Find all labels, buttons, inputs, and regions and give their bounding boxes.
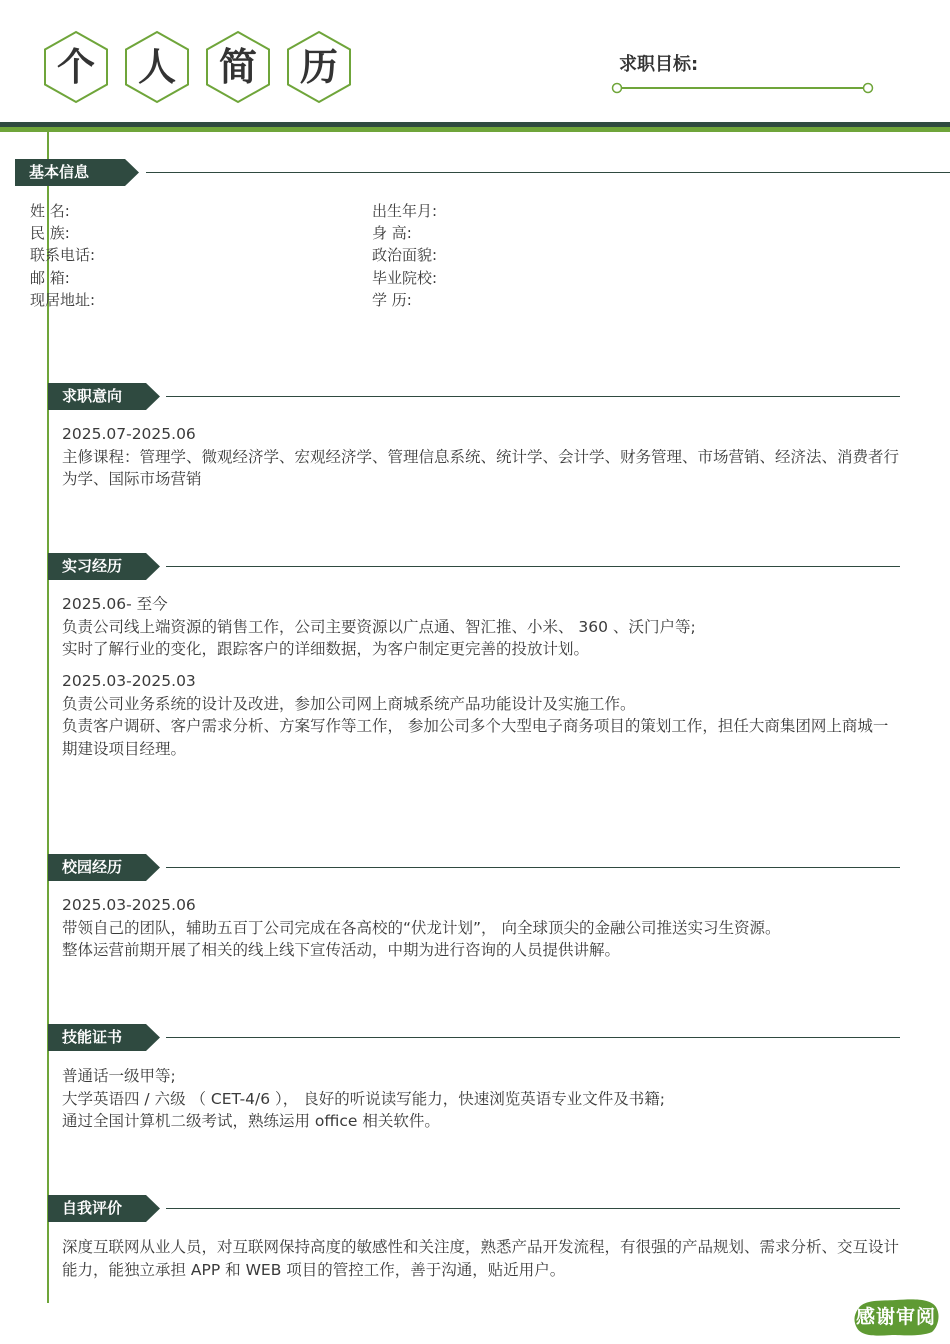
title-char-4: 历	[299, 45, 338, 89]
section-tag-job-intent	[48, 383, 160, 410]
job-target-label: 求职目标:	[619, 54, 699, 75]
section-tag-campus	[48, 854, 160, 881]
self-eval-text: 深度互联网从业人员，对互联网保持高度的敏感性和关注度，熟悉产品开发流程，有很强的产品规划、需求分析、交互设计能力，能独立承担 APP 和 WEB 项目的管控工作，善于沟通，贴近用户。	[62, 1238, 900, 1279]
field-political-label: 政治面貌:	[372, 246, 438, 265]
job-intent-courses: 主修课程：管理学、微观经济学、宏观经济学、管理信息系统、统计学、会计学、财务管理、市场营销、经济法、消费者行为学、国际市场营销	[62, 447, 900, 488]
internship-line: 实时了解行业的变化，跟踪客户的详细数据，为客户制定更完善的投放计划。	[62, 640, 590, 658]
section-tag-skills	[48, 1024, 160, 1051]
section-rule-internship	[166, 566, 900, 567]
title-hexagon-1	[43, 30, 109, 104]
field-name-label: 姓 名:	[30, 202, 70, 220]
internship-line: 负责客户调研、客户需求分析、方案写作等工作， 参加公司多个大型电子商务项目的策划工作，担任大商集团网上商城一期建设项目经理。	[62, 717, 889, 758]
section-title-self-eval: 自我评价	[62, 1199, 123, 1217]
title-hexagon-2	[124, 30, 190, 104]
field-email-label: 邮 箱:	[30, 268, 70, 287]
skill-line: 普通话一级甲等;	[62, 1067, 176, 1085]
title-hexagon-3	[205, 30, 271, 104]
section-rule-campus	[166, 867, 900, 868]
field-ethnicity-label: 民 族:	[30, 224, 70, 243]
field-school-label: 毕业院校:	[372, 268, 438, 287]
thanks-stamp-text: 感谢审阅	[855, 1306, 936, 1328]
job-intent-content	[62, 423, 902, 491]
campus-line: 带领自己的团队，辅助五百丁公司完成在各高校的“伏龙计划”， 向全球顶尖的金融公司推送实习生资源。	[62, 918, 781, 937]
section-tag-self-eval	[48, 1195, 160, 1222]
field-address-label: 现居地址:	[30, 290, 96, 309]
internship-line: 负责公司业务系统的设计及改进，参加公司网上商城系统产品功能设计及实施工作。	[62, 694, 636, 713]
basic-info-right	[372, 200, 437, 311]
field-height-label: 身 高:	[372, 224, 412, 243]
internship-date-2: 2025.03-2025.03	[62, 672, 196, 690]
skill-line: 通过全国计算机二级考试，熟练运用 office 相关软件。	[62, 1112, 440, 1130]
internship-line: 负责公司线上端资源的销售工作，公司主要资源以广点通、智汇推、小米、 360 、沃门户等;	[62, 617, 696, 636]
section-tag-basic-info	[15, 159, 139, 186]
job-intent-date: 2025.07-2025.06	[62, 425, 196, 443]
basic-info-left	[30, 200, 95, 311]
field-degree-label: 学 历:	[372, 290, 412, 309]
campus-line: 整体运营前期开展了相关的线上线下宣传活动，中期为进行咨询的人员提供讲解。	[62, 941, 621, 959]
internship-item-1	[62, 593, 902, 661]
section-title-campus: 校园经历	[62, 858, 123, 876]
skills-content	[62, 1065, 902, 1133]
section-rule-basic-info	[146, 172, 950, 173]
campus-content	[62, 894, 902, 962]
job-target-underline	[610, 80, 876, 96]
section-tag-internship	[48, 553, 160, 580]
internship-item-2	[62, 670, 902, 760]
title-char-2: 人	[137, 45, 176, 89]
field-birth-label: 出生年月:	[372, 202, 438, 220]
title-char-1: 个	[56, 45, 95, 89]
title-char-3: 简	[218, 45, 257, 89]
header-divider-green	[0, 127, 950, 132]
section-rule-job-intent	[166, 396, 900, 397]
section-title-internship: 实习经历	[62, 557, 123, 575]
internship-date-1: 2025.06- 至今	[62, 595, 168, 613]
section-rule-skills	[166, 1037, 900, 1038]
section-title-basic-info: 基本信息	[29, 163, 90, 181]
section-title-skills: 技能证书	[62, 1028, 123, 1046]
thanks-stamp	[852, 1297, 940, 1337]
field-phone-label: 联系电话:	[30, 246, 96, 265]
title-hexagon-4	[286, 30, 352, 104]
campus-date: 2025.03-2025.06	[62, 896, 196, 914]
skill-line: 大学英语四 / 六级 （ CET-4/6 ）， 良好的听说读写能力，快速浏览英语专业文件及书籍;	[62, 1089, 665, 1108]
self-eval-content	[62, 1236, 902, 1281]
section-rule-self-eval	[166, 1208, 900, 1209]
section-title-job-intent: 求职意向	[62, 387, 123, 405]
